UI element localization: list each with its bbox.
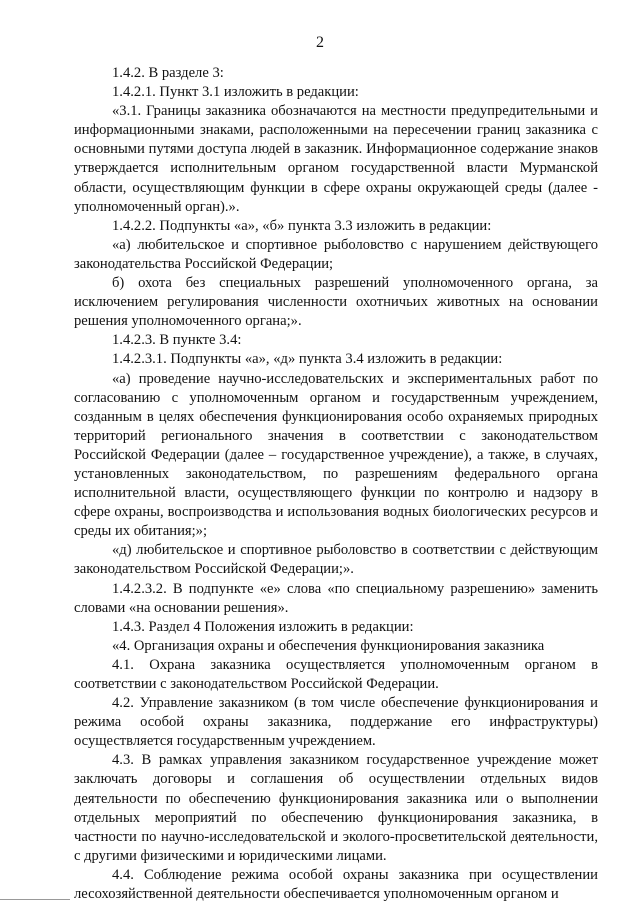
paragraph: «а) проведение научно-исследовательских и экспериментальных работ по согласованию с уполномоченным органом и государственным учреждением, созданным в целях обеспечения функционирования особо охраняемых природных территорий регионального значения в соответствии с законодательством Российской Федерации (далее – государственное учреждение), а также, в случаях, установленных законодательством, по разрешениям федерального органа исполнительной власти, осуществляющего функции по контролю и надзору в сфере охраны, воспроизводства и использования водных биологических ресурсов и среды их обитания;»;: [74, 370, 598, 540]
paragraph: 1.4.2.2. Подпункты «а», «б» пункта 3.3 изложить в редакции:: [112, 217, 492, 234]
paragraph: 1.4.2.1. Пункт 3.1 изложить в редакции:: [112, 84, 359, 101]
footer-divider: [0, 899, 70, 900]
paragraph: «д) любительское и спортивное рыболовство в соответствии с действующим законодательством Российской Федерации;».: [74, 542, 598, 578]
paragraph: 4.2. Управление заказником (в том числе обеспечение функционирования и режима особой охраны заказника, поддержание его инфраструктуры) осуществляется государственным учреждением.: [74, 695, 598, 750]
paragraph: 4.4. Соблюдение режима особой охраны заказника при осуществлении лесохозяйственной деятельности обеспечивается уполномоченным органом и: [74, 866, 598, 903]
document-body: [74, 64, 598, 904]
paragraph: «4. Организация охраны и обеспечения функционирования заказника: [112, 637, 545, 654]
paragraph: 1.4.2. В разделе 3:: [112, 65, 224, 81]
paragraph: 1.4.2.3.2. В подпункте «е» слова «по специальному разрешению» заменить словами «на основании решения».: [74, 580, 598, 616]
paragraph: 1.4.2.3.1. Подпункты «а», «д» пункта 3.4 изложить в редакции:: [112, 351, 503, 368]
paragraph: 1.4.2.3. В пункте 3.4:: [112, 332, 242, 349]
paragraph: «а) любительское и спортивное рыболовство с нарушением действующего законодательства Российской Федерации;: [74, 236, 598, 272]
paragraph: 4.3. В рамках управления заказником государственное учреждение может заключать договоры и соглашения об осуществлении отдельных видов деятельности по обеспечению функционирования заказника или о выполнении отдельных мероприятий по обеспечению функционирования заказника, в частности по научно-исследовательской и эколого-просветительской деятельности, с другими физическими и юридическими лицами.: [74, 752, 598, 864]
paragraph: 4.1. Охрана заказника осуществляется уполномоченным органом в соответствии с законодательством Российской Федерации.: [74, 656, 598, 692]
page-number: 2: [316, 34, 324, 51]
paragraph: б) охота без специальных разрешений уполномоченного органа, за исключением регулирования численности охотничьих животных на основании решения уполномоченного органа;».: [74, 275, 598, 330]
paragraph: «3.1. Границы заказника обозначаются на местности предупредительными и информационными знаками, расположенными на пересечении границ заказника с основными путями доступа людей в заказник. Информационное содержание знаков утверждается исполнительным органом государственной власти Мурманской области, осуществляющим функции в сфере охраны окружающей среды (далее - уполномоченный орган).».: [74, 103, 598, 215]
paragraph: 1.4.3. Раздел 4 Положения изложить в редакции:: [112, 618, 414, 635]
